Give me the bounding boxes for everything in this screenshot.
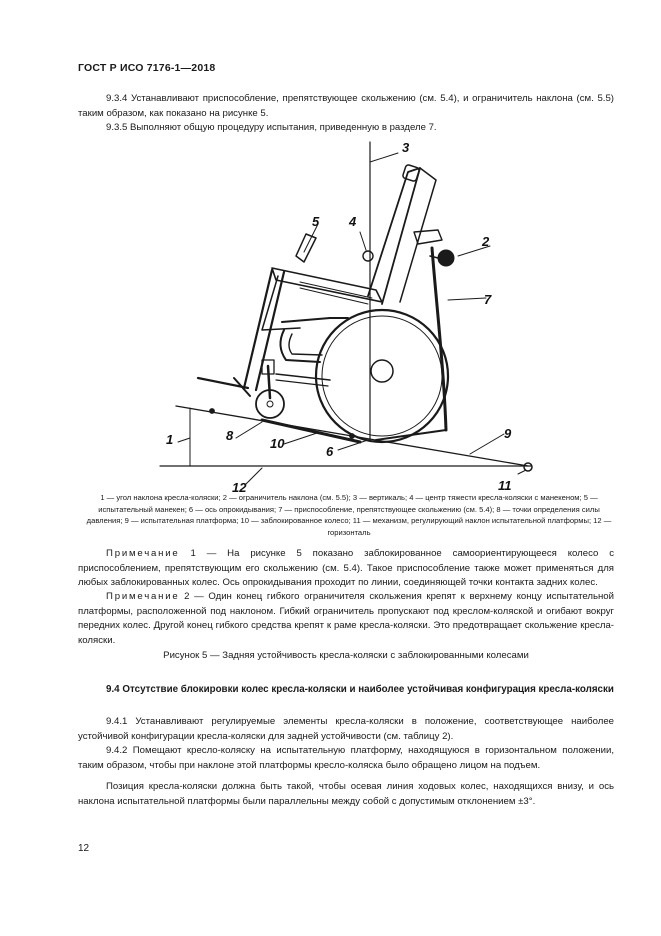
note-1-number: 1 <box>190 548 196 559</box>
figure-label-4: 4 <box>349 214 357 229</box>
section-heading-9-4: 9.4 Отсутствие блокировки колес кресла-коляски и наиболее устойчивая конфигурация кресла-коляски <box>106 684 614 695</box>
note-1 <box>78 547 614 591</box>
note-1-text: — На рисунке 5 показано заблокированное самоориентирующееся колесо с приспособлением, препятствующим его скольжению (см. 5.4). Такое приспособление также может применяться для любых заблокированных колес. Ось опрокидывания проходит по линии, соединяющей точки контакта задних колес. <box>78 548 614 589</box>
page-number: 12 <box>78 843 90 854</box>
figure-label-10: 10 <box>270 436 285 451</box>
figure-label-7: 7 <box>484 292 492 307</box>
note-1-label: Примечание <box>106 548 180 559</box>
figure-label-1: 1 <box>166 432 174 447</box>
figure-label-8: 8 <box>226 428 234 443</box>
figure-title: Рисунок 5 — Задняя устойчивость кресла-коляски с заблокированными колесами <box>163 650 529 661</box>
figure-label-12: 12 <box>232 480 247 495</box>
paragraph-9-4-2: 9.4.2 Помещают кресло-коляску на испытательную платформу, находящуюся в горизонтальном положении, таким образом, чтобы при наклоне этой платформы кресло-коляска было обращено лицом на подъем. <box>78 745 614 771</box>
paragraph-9-4-1: 9.4.1 Устанавливают регулируемые элементы кресла-коляски в положение, соответствующее наиболее устойчивой конфигурации кресла-коляски для задней устойчивости (см. таблицу 2). <box>78 716 614 742</box>
note-2-text: — Один конец гибкого ограничителя скольжения крепят к верхнему концу испытательной платформы, расположенной под наклоном. Гибкий ограничитель пропускают под креслом-коляской и огибают вокруг передних колес. Другой конец гибкого средства крепят к раме кресла-коляски. Это предотвращает скольжение кресла-коляски. <box>78 591 614 646</box>
figure-label-9: 9 <box>504 426 512 441</box>
figure-label-3: 3 <box>402 140 410 155</box>
figure-label-11: 11 <box>498 478 512 493</box>
document-header: ГОСТ Р ИСО 7176-1—2018 <box>78 62 216 74</box>
figure-label-6: 6 <box>326 444 334 459</box>
figure-label-2: 2 <box>482 234 490 249</box>
note-2-number: 2 <box>184 591 190 602</box>
note-2-label: Примечание <box>106 591 180 602</box>
paragraph-9-3-5: 9.3.5 Выполняют общую процедуру испытания, приведенную в разделе 7. <box>106 122 437 133</box>
note-2 <box>78 590 614 648</box>
paragraph-9-3-4: 9.3.4 Устанавливают приспособление, препятствующее скольжению (см. 5.4), и ограничитель наклона (см. 5.5) таким образом, как показано на рисунке 5. <box>78 93 614 119</box>
figure-legend: 1 — угол наклона кресла-коляски; 2 — ограничитель наклона (см. 5.5); 3 — вертикаль; 4 — центр тяжести кресла-коляски с манекеном; 5 — испытательный манекен; 6 — ось опрокидывания; 7 — приспособление, препятствующее скольжению (см. 5.4); 8 — точки определения силы давления; 9 — испытательная платформа; 10 — заблокированное колесо; 11 — механизм, регулирующий наклон испытательной платформы; 12 — горизонталь <box>86 493 612 537</box>
figure-label-5: 5 <box>312 214 320 229</box>
paragraph-position: Позиция кресла-коляски должна быть такой, чтобы осевая линия ходовых колес, находящихся внизу, и ось наклона испытательной платформы были параллельны между собой с допустимым отклонением ±3°. <box>78 781 614 807</box>
